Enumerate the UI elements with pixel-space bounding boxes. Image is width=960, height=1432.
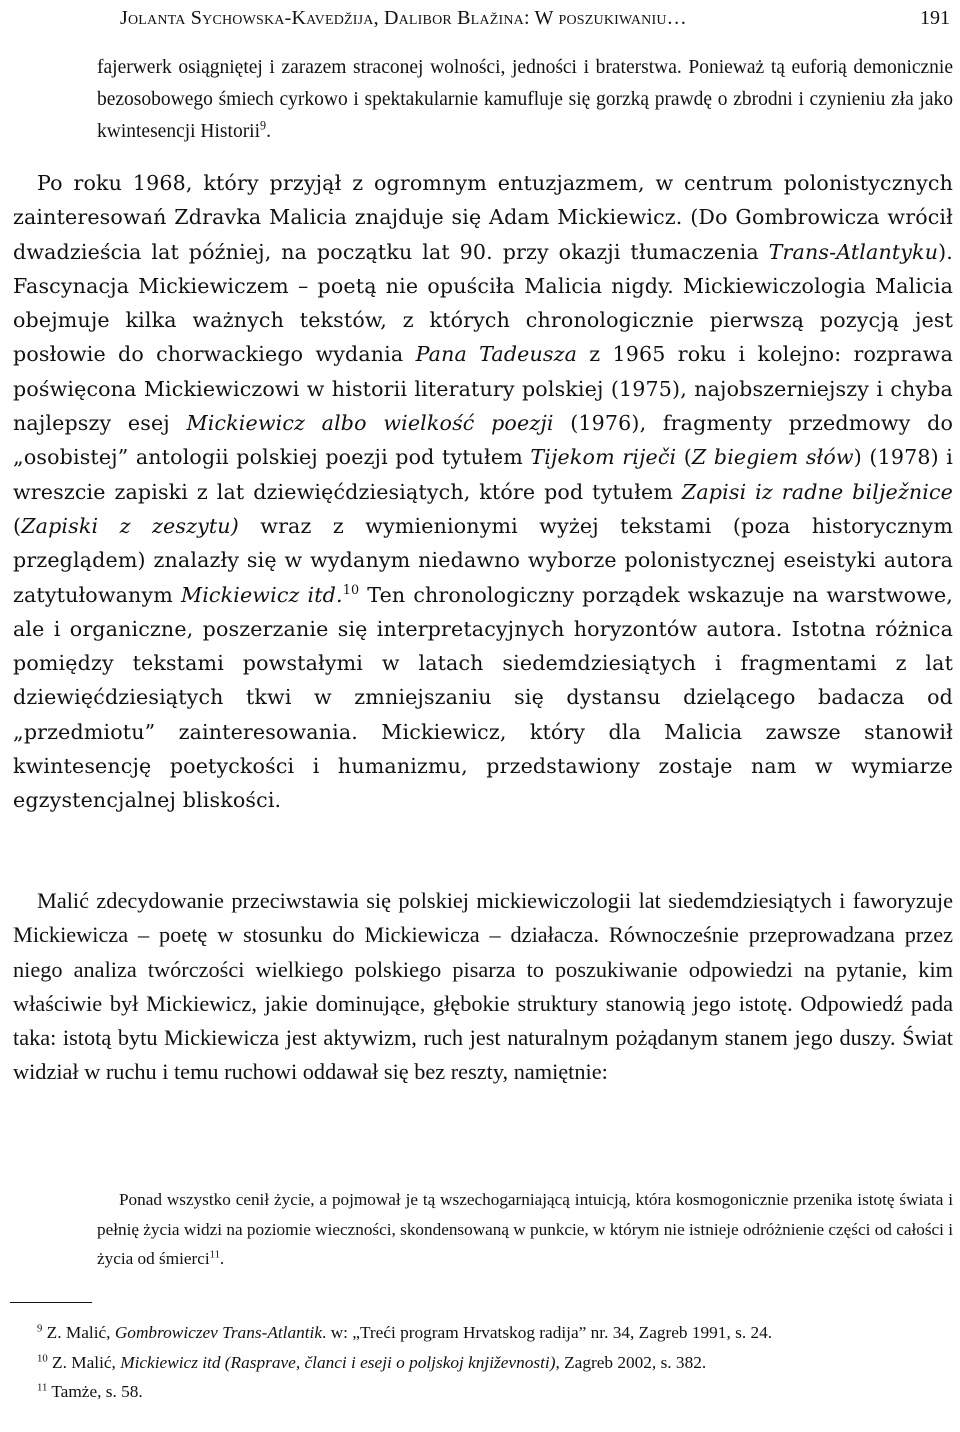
- p1-text: Po roku 1968, który przyjął z ogromnym entuzjazmem, w centrum polonistycznych zainteresowań Zdravka Malicia znajduje się Adam Mickiewicz. (Do Gombrowicza wrócił dwadzieścia lat później, na początku lat 90. przy okazji tłumaczenia: [13, 171, 953, 264]
- footnote-ref-11[interactable]: 11: [209, 1249, 220, 1261]
- footnote-number: 9: [37, 1322, 43, 1335]
- footnote-text: Z. Malić,: [47, 1352, 121, 1372]
- page-number: 191: [920, 7, 950, 29]
- footnote-number: 11: [37, 1381, 48, 1394]
- p1-text: (1976), fragmenty przedmowy do „osobistej” antologii polskiej poezji pod tytułem: [13, 411, 953, 470]
- p1-text: ). Fascynacja Mickiewiczem – poetą nie opuściła Malicia nigdy. Mickiewiczologia Malicia obejmuje kilka ważnych tekstów, z których chronologicznie pierwszą pozycją jest posłowie do chorwackiego wydania: [13, 239, 953, 367]
- footnote-ref-10[interactable]: 10: [342, 582, 360, 598]
- intro-end: .: [266, 121, 271, 142]
- footnote-11: [13, 1377, 953, 1407]
- footnotes: [13, 1318, 953, 1407]
- footnote-text: . w: „Treći program Hrvatskog radija” nr. 34, Zagreb 1991, s. 24.: [322, 1323, 773, 1342]
- p1-text: z 1965 roku i kolejno: rozprawa poświęcona Mickiewiczowi w historii literatury polskiej (1975), najobszerniejszy i chyba najlepszy esej: [13, 342, 953, 436]
- p1-text: Ten chronologiczny porządek wskazuje na warstwowe, ale i organiczne, poszerzanie się interpretacyjnych horyzontów autora. Istotna różnica pomiędzy tekstami powstałymi w latach siedemdziesiątych i fragmentami z lat dziewięćdziesiątych tkwi w zmniejszaniu się dystansu dzielącego badacza od „przedmiotu” zainteresowania. Mickiewicz, który dla Malicia zawsze stanowił kwintesencję poetyckości i humanizmu, przedstawiony zostaje nam w wymiarze egzystencjalnej bliskości.: [13, 582, 953, 813]
- title-tijekom-rijeci: Tijekom riječi: [530, 445, 677, 470]
- title-trans-atlantyk: Trans-Atlantyku: [768, 239, 939, 264]
- running-head: [120, 2, 950, 34]
- footnote-ref-9[interactable]: 9: [260, 118, 267, 133]
- p1-text: ) (1978) i wreszcie zapiski z lat dziewięćdziesiątych, które pod tytułem: [13, 445, 953, 504]
- footnote-separator: [10, 1302, 92, 1303]
- intro-text: fajerwerk osiągniętej i zarazem straconej wolności, jedności i braterstwa. Ponieważ tą euforią demonicznie bezosobowego śmiech cyrkowo i spektakularnie kamufluje się gorzką prawdę o zbrodni i czynieniu zła jako kwintesencji Historii: [97, 57, 953, 142]
- footnote-text: , Zagreb 2002, s. 382.: [555, 1352, 707, 1372]
- intro-paragraph: [97, 52, 953, 148]
- title-mickiewicz-itd: Mickiewicz itd.: [180, 582, 343, 607]
- title-pana-tadeusza: Pana Tadeusza: [415, 342, 578, 367]
- footnote-text: Tamże, s. 58.: [47, 1382, 143, 1401]
- title-zapisi-iz-radne: Zapisi iz radne bilježnice: [681, 479, 953, 504]
- footnote-10: [13, 1348, 953, 1378]
- title-zapiski-z-zeszytu: Zapiski z zeszytu): [21, 513, 239, 538]
- p1-text: (: [13, 513, 22, 538]
- footnote-number: 10: [37, 1351, 48, 1364]
- title-z-biegiem-slow: Z biegiem słów: [691, 445, 854, 470]
- quote-end: .: [219, 1249, 225, 1268]
- body-paragraph-1: [13, 166, 953, 818]
- footnote-title: Mickiewicz itd (Rasprave, članci i eseji o poljskoj književnosti): [120, 1352, 556, 1372]
- quote-text: Ponad wszystko cenił życie, a pojmował je tą wszechogarniającą intuicją, która kosmogonicznie przenika istotę świata i pełnię życia widzi na poziomie wieczności, skondensowaną w punkcie, w którym nie istnieje odróżnienie części od całości i życia od śmierci: [97, 1190, 953, 1268]
- footnote-9: [13, 1318, 953, 1348]
- footnote-title: Gombrowiczev Trans-Atlantik: [114, 1323, 323, 1342]
- title-mickiewicz-albo-wielkosc: Mickiewicz albo wielkość poezji: [186, 411, 554, 436]
- p1-text: (: [676, 445, 692, 470]
- body-paragraph-2: Malić zdecydowanie przeciwstawia się polskiej mickiewiczologii lat siedemdziesiątych i faworyzuje Mickiewicza – poetę w stosunku do Mickiewicza – działacza. Równocześnie przeprowadzana przez niego analiza twórczości wielkiego polskiego pisarza to poszukiwanie odpowiedzi na pytanie, kim właściwie był Mickiewicz, jakie dominujące, głębokie struktury stanowią jego istotę. Odpowiedź pada taka: istotą bytu Mickiewicza jest aktywizm, ruch jest naturalnym pożądanym stanem jego duszy. Świat widział w ruchu i temu ruchowi oddawał się bez reszty, namiętnie:: [13, 888, 953, 1085]
- running-head-title: Jolanta Sychowska-Kavedžija, Dalibor Blažina: W poszukiwaniu…: [120, 7, 687, 29]
- p1-text: wraz z wymienionymi wyżej tekstami (poza historycznym przeglądem) znalazły się w wydanym niedawno wyborze polonistycznej eseistyki autora zatytułowanym: [13, 513, 953, 607]
- footnote-text: Z. Malić,: [42, 1323, 115, 1342]
- block-quote: [97, 1185, 953, 1274]
